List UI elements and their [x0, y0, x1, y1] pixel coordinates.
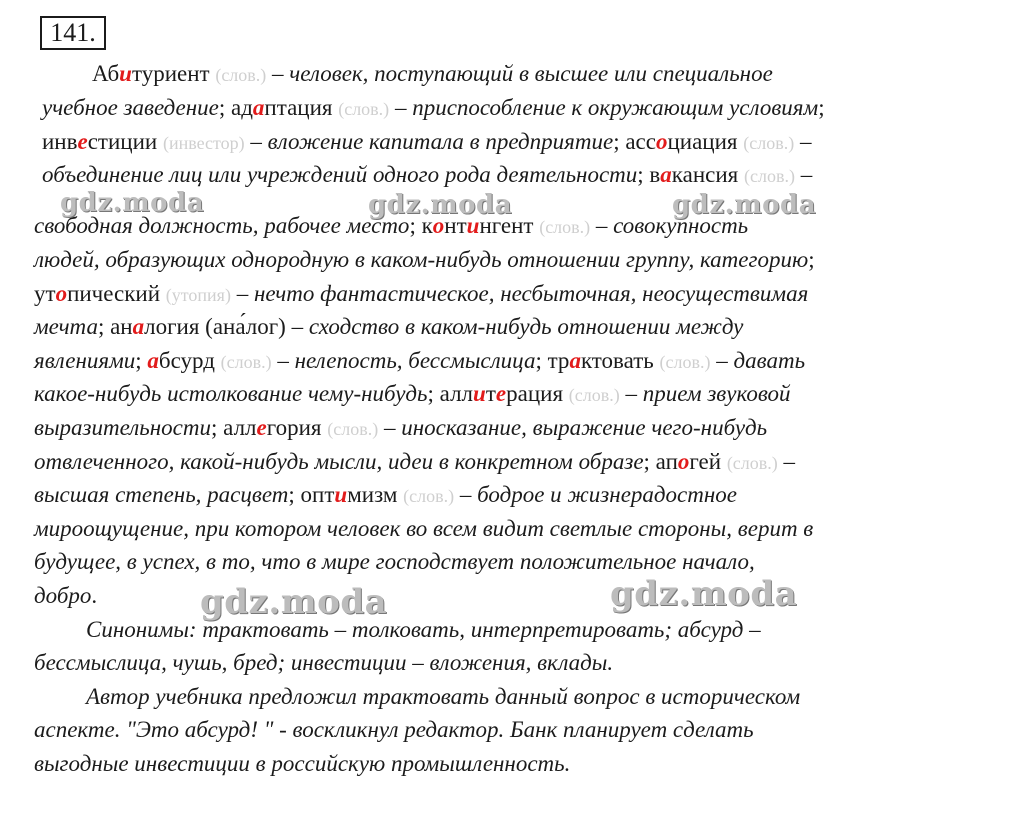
- text-line: [86, 683, 800, 711]
- text-line: [34, 582, 97, 610]
- definition-text: – вложение капитала в предприятие: [244, 129, 614, 154]
- definition-text: –: [794, 162, 813, 187]
- definition-text: – нечто фантастическое, несбыточная, неосуществимая: [230, 281, 809, 306]
- watermark: gdz.moda: [200, 582, 388, 622]
- word-text: логия (ана́лог): [144, 314, 286, 339]
- stressed-letter: а: [660, 162, 672, 187]
- text-line: [34, 280, 808, 309]
- stressed-letter: а: [132, 314, 145, 339]
- text-line: [86, 616, 761, 644]
- word-text: бсурд: [158, 348, 221, 373]
- text-line: [34, 548, 755, 576]
- definition-text: выразительности: [34, 415, 212, 440]
- word-text: гория: [266, 415, 328, 440]
- definition-text: будущее, в успех, в то, что в мире господствует положительное начало,: [34, 549, 755, 574]
- word-text: нгент: [479, 213, 540, 238]
- watermark: gdz.moda: [672, 190, 817, 220]
- origin-note: (слов.): [659, 352, 711, 372]
- watermark: gdz.moda: [60, 188, 205, 218]
- definition-text: – сходство в каком-нибудь отношении между: [285, 314, 744, 339]
- text-line: [34, 414, 767, 443]
- word-text: ; опт: [288, 482, 335, 507]
- definition-text: – прием звуковой: [619, 381, 791, 406]
- word-text: ; в: [637, 162, 661, 187]
- origin-note: (слов.): [327, 419, 379, 439]
- origin-note: (слов.): [568, 385, 620, 405]
- definition-text: – совокупность: [590, 213, 749, 238]
- text-line: [42, 128, 811, 157]
- stressed-letter: и: [466, 213, 480, 238]
- word-text: .: [91, 583, 98, 608]
- stressed-letter: о: [432, 213, 445, 238]
- definition-text: –: [794, 129, 812, 154]
- word-text: ;: [135, 348, 148, 373]
- watermark: gdz.moda: [368, 190, 513, 220]
- definition-text: Синонимы: трактовать – толковать, интерпретировать; абсурд –: [86, 617, 761, 642]
- definition-text: бессмыслица, чушь, бред; инвестиции – вложения, вклады.: [34, 650, 614, 675]
- definition-text: добро: [34, 583, 92, 608]
- definition-text: мечта: [34, 314, 98, 339]
- definition-text: объединение лиц или учреждений одного рода деятельности: [42, 162, 638, 187]
- stressed-letter: а: [147, 348, 159, 373]
- text-line: [42, 94, 825, 123]
- text-line: [34, 347, 805, 376]
- word-text: ; ад: [218, 95, 253, 120]
- origin-note: (слов.): [215, 65, 267, 85]
- definition-text: – нелепость, бессмыслица: [271, 348, 536, 373]
- definition-text: – человек, поступающий в высшее или специальное: [266, 61, 773, 86]
- word-text: циация: [667, 129, 744, 154]
- origin-note: (слов.): [220, 352, 272, 372]
- word-text: ;: [818, 95, 825, 120]
- origin-note: (слов.): [539, 217, 591, 237]
- definition-text: мироощущение, при котором человек во всем видит светлые стороны, верит в: [34, 516, 814, 541]
- definition-text: какое-нибудь истолкование чему-нибудь: [34, 381, 428, 406]
- word-text: рация: [506, 381, 569, 406]
- word-text: стиции: [87, 129, 163, 154]
- origin-note: (инвестор): [162, 133, 245, 153]
- stressed-letter: а: [569, 348, 581, 373]
- stressed-letter: и: [119, 61, 132, 86]
- stressed-letter: а: [252, 95, 265, 120]
- word-text: ; алл: [427, 381, 474, 406]
- origin-note: (слов.): [338, 99, 390, 119]
- stressed-letter: о: [655, 129, 668, 154]
- text-line: [34, 313, 743, 341]
- origin-note: (утопия): [165, 285, 231, 305]
- text-line: [34, 649, 613, 677]
- definition-text: аспекте. "Это абсурд! " - воскликнул редактор. Банк планирует сделать: [34, 717, 754, 742]
- definition-text: явлениями: [34, 348, 136, 373]
- definition-text: людей, образующих однородную в каком-нибудь отношении группу, категорию: [34, 247, 809, 272]
- word-text: ; ап: [643, 449, 678, 474]
- definition-text: – бодрое и жизнерадостное: [454, 482, 737, 507]
- text-line: [34, 716, 754, 744]
- word-text: ут: [34, 281, 56, 306]
- word-text: гей: [689, 449, 727, 474]
- word-text: ктовать: [580, 348, 660, 373]
- origin-note: (слов.): [743, 133, 795, 153]
- text-line: [34, 515, 813, 543]
- stressed-letter: е: [495, 381, 507, 406]
- word-text: ; ан: [97, 314, 133, 339]
- word-text: туриент: [131, 61, 216, 86]
- text-line: [92, 60, 773, 89]
- text-line: [34, 448, 795, 477]
- text-line: [42, 161, 812, 190]
- word-text: инв: [42, 129, 78, 154]
- word-text: ; алл: [211, 415, 257, 440]
- definition-text: – иносказание, выражение чего-нибудь: [378, 415, 768, 440]
- exercise-number: 141.: [40, 16, 106, 50]
- word-text: птация: [264, 95, 339, 120]
- stressed-letter: и: [334, 482, 348, 507]
- definition-text: – давать: [710, 348, 806, 373]
- word-text: ; к: [409, 213, 433, 238]
- definition-text: свободная должность, рабочее место: [34, 213, 410, 238]
- word-text: Аб: [92, 61, 120, 86]
- definition-text: учебное заведение: [42, 95, 219, 120]
- stressed-letter: е: [256, 415, 267, 440]
- word-text: ; тр: [535, 348, 570, 373]
- text-line: [34, 481, 737, 510]
- definition-text: отвлеченного, какой-нибудь мысли, идеи в конкретном образе: [34, 449, 644, 474]
- origin-note: (слов.): [726, 453, 778, 473]
- text-line: [34, 246, 815, 274]
- word-text: кансия: [671, 162, 744, 187]
- definition-text: выгодные инвестиции в российскую промышленность.: [34, 751, 571, 776]
- text-line: [34, 380, 791, 409]
- word-text: ;: [808, 247, 815, 272]
- stressed-letter: о: [55, 281, 68, 306]
- stressed-letter: и: [473, 381, 486, 406]
- definition-text: –: [777, 449, 796, 474]
- definition-text: Автор учебника предложил трактовать данный вопрос в историческом: [86, 684, 801, 709]
- word-text: нт: [444, 213, 467, 238]
- stressed-letter: е: [77, 129, 88, 154]
- origin-note: (слов.): [743, 166, 795, 186]
- stressed-letter: о: [677, 449, 690, 474]
- definition-text: высшая степень, расцвет: [34, 482, 289, 507]
- text-line: [34, 750, 570, 778]
- word-text: мизм: [347, 482, 404, 507]
- origin-note: (слов.): [403, 486, 455, 506]
- word-text: ; асс: [613, 129, 656, 154]
- word-text: т: [485, 381, 496, 406]
- definition-text: – приспособление к окружающим условиям: [389, 95, 819, 120]
- watermark: gdz.moda: [610, 574, 798, 614]
- word-text: пический: [67, 281, 166, 306]
